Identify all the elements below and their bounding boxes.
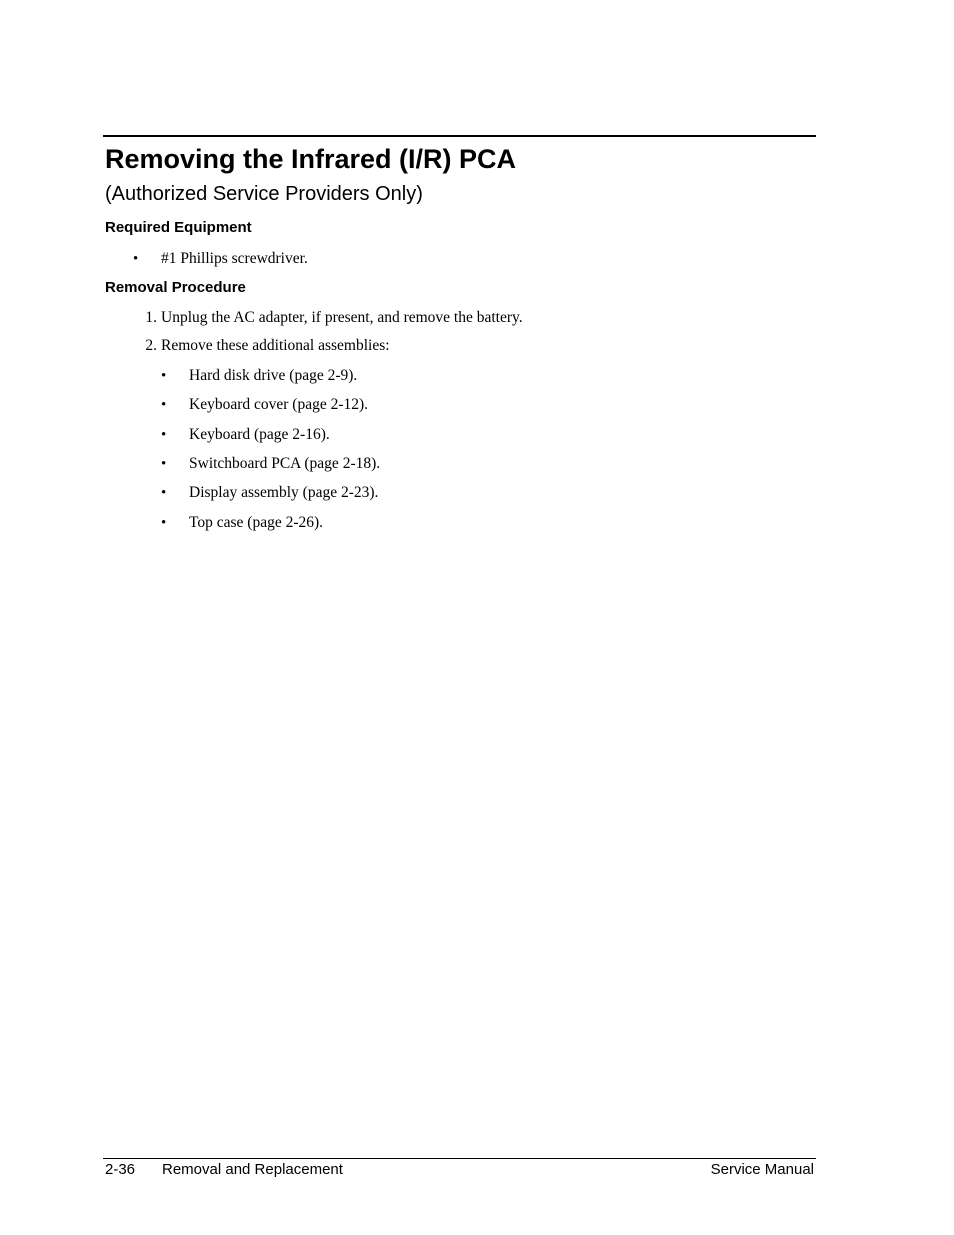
bullet-icon: • xyxy=(161,456,167,472)
footer-page-number: 2-36 xyxy=(105,1161,136,1178)
bullet-icon: • xyxy=(161,515,167,531)
footer-manual-title: Service Manual xyxy=(710,1161,814,1178)
bullet-icon: • xyxy=(161,427,167,443)
footer-rule xyxy=(103,1158,816,1159)
assembly-item: Keyboard cover (page 2-12). xyxy=(189,396,369,413)
bullet-icon: • xyxy=(161,485,167,501)
assembly-item: Hard disk drive (page 2-9). xyxy=(189,367,358,384)
bullet-icon: • xyxy=(133,251,139,267)
step-text: Unplug the AC adapter, if present, and remove the battery. xyxy=(161,309,523,326)
footer-chapter: Removal and Replacement xyxy=(162,1161,343,1178)
assembly-item: Keyboard (page 2-16). xyxy=(189,426,330,443)
page-title: Removing the Infrared (I/R) PCA xyxy=(105,144,517,174)
bullet-icon: • xyxy=(161,368,167,384)
assembly-item: Switchboard PCA (page 2-18). xyxy=(189,455,381,472)
removal-procedure-heading: Removal Procedure xyxy=(105,279,246,296)
step-number: 2. xyxy=(145,337,157,354)
step-number: 1. xyxy=(145,309,157,326)
page-subtitle: (Authorized Service Providers Only) xyxy=(105,183,423,205)
assembly-item: Top case (page 2-26). xyxy=(189,514,324,531)
assembly-item: Display assembly (page 2-23). xyxy=(189,484,379,501)
equipment-item: #1 Phillips screwdriver. xyxy=(161,250,308,267)
required-equipment-heading: Required Equipment xyxy=(105,219,252,236)
header-rule xyxy=(103,135,816,137)
bullet-icon: • xyxy=(161,397,167,413)
step-text: Remove these additional assemblies: xyxy=(161,337,390,354)
